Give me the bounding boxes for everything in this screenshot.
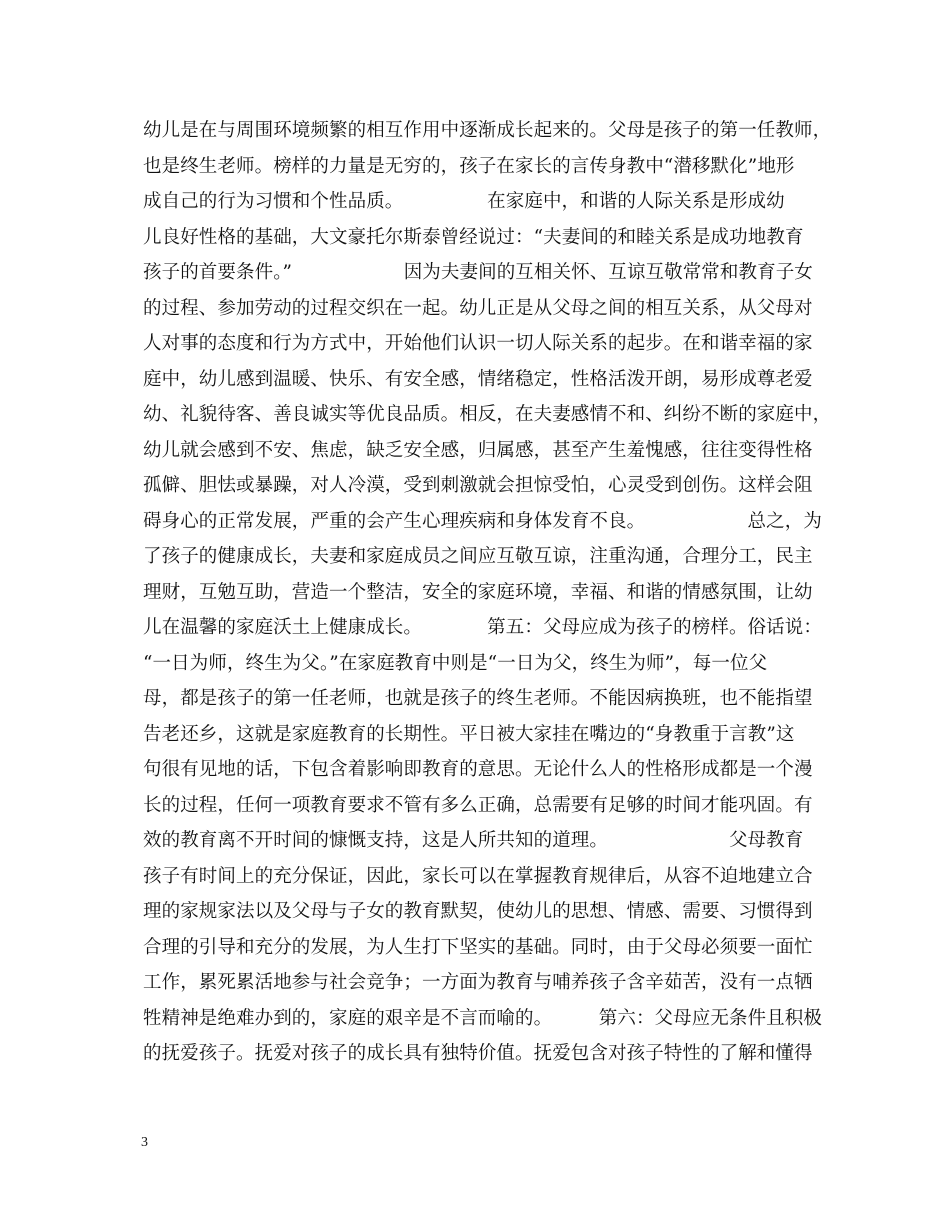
text-line: 长的过程，任何一项教育要求不管有多么正确，总需要有足够的时间才能巩固。有 — [143, 794, 813, 816]
text-line: 人对事的态度和行为方式中，开始他们认识一切人际关系的起步。在和谐幸福的家 — [143, 333, 813, 354]
text-line: 庭中，幼儿感到温暖、快乐、有安全感，情绪稳定，性格活泼开朗，易形成尊老爱 — [143, 368, 813, 390]
text-line: 孩子的首要条件。” 因为夫妻间的互相关怀、互谅互敬常常和教育子女 — [143, 262, 813, 283]
text-line: 的抚爱孩子。抚爱对孩子的成长具有独特价值。抚爱包含对孩子特性的了解和懂得 — [143, 1043, 813, 1064]
text-line: 儿在温馨的家庭沃土上健康成长。 第五：父母应成为孩子的榜样。俗话说： — [143, 617, 822, 638]
text-line: 告老还乡，这就是家庭教育的长期性。平日被大家挂在嘴边的“身教重于言教”这 — [143, 723, 795, 745]
page-number: 3 — [141, 1135, 148, 1150]
text-line: 工作，累死累活地参与社会竞争；一方面为教育与哺养孩子含辛茹苦，没有一点牺 — [143, 972, 813, 993]
text-line: 幼儿就会感到不安、焦虑，缺乏安全感，归属感，甚至产生羞愧感，往往变得性格 — [143, 439, 813, 461]
text-line: 成自己的行为习惯和个性品质。 在家庭中，和谐的人际关系是形成幼 — [143, 191, 785, 212]
text-line: 理的家规家法以及父母与子女的教育默契，使幼儿的思想、情感、需要、习惯得到 — [143, 901, 813, 922]
body-text — [143, 113, 832, 1072]
text-line: 儿良好性格的基础，大文豪托尔斯泰曾经说过：“夫妻间的和睦关系是成功地教育 — [143, 226, 804, 248]
text-line: 合理的引导和充分的发展，为人生打下坚实的基础。同时，由于父母必须要一面忙 — [143, 936, 813, 958]
text-line: “一日为师，终生为父。”在家庭教育中则是“一日为父，终生为师”，每一位父 — [143, 652, 768, 674]
text-line: 孤僻、胆怯或暴躁，对人冷漠，受到刺激就会担惊受怕，心灵受到创伤。这样会阻 — [143, 475, 813, 496]
text-line: 母，都是孩子的第一任老师，也就是孩子的终生老师。不能因病换班，也不能指望 — [143, 688, 813, 709]
text-line: 的过程、参加劳动的过程交织在一起。幼儿正是从父母之间的相互关系，从父母对 — [143, 297, 813, 319]
text-line: 效的教育离不开时间的慷慨支持，这是人所共知的道理。 父母教育 — [143, 830, 804, 851]
text-line: 幼、礼貌待客、善良诚实等优良品质。相反，在夫妻感情不和、纠纷不断的家庭中， — [143, 404, 832, 425]
text-line: 也是终生老师。榜样的力量是无穷的，孩子在家长的言传身教中“潜移默化”地形 — [143, 155, 795, 177]
text-line: 了孩子的健康成长，夫妻和家庭成员之间应互敬互谅，注重沟通，合理分工，民主 — [143, 546, 813, 567]
text-line: 句很有见地的话，下包含着影响即教育的意思。无论什么人的性格形成都是一个漫 — [143, 759, 813, 780]
text-line: 牲精神是绝难办到的，家庭的艰辛是不言而喻的。 第六：父母应无条件且积极 — [143, 1007, 822, 1029]
text-line: 幼儿是在与周围环境频繁的相互作用中逐渐成长起来的。父母是孩子的第一任教师， — [143, 120, 832, 141]
text-line: 理财，互勉互助，营造一个整洁，安全的家庭环境，幸福、和谐的情感氛围，让幼 — [143, 581, 813, 603]
text-line: 碍身心的正常发展，严重的会产生心理疾病和身体发育不良。 总之，为 — [143, 510, 822, 532]
text-line: 孩子有时间上的充分保证，因此，家长可以在掌握教育规律后，从容不迫地建立合 — [143, 865, 813, 887]
